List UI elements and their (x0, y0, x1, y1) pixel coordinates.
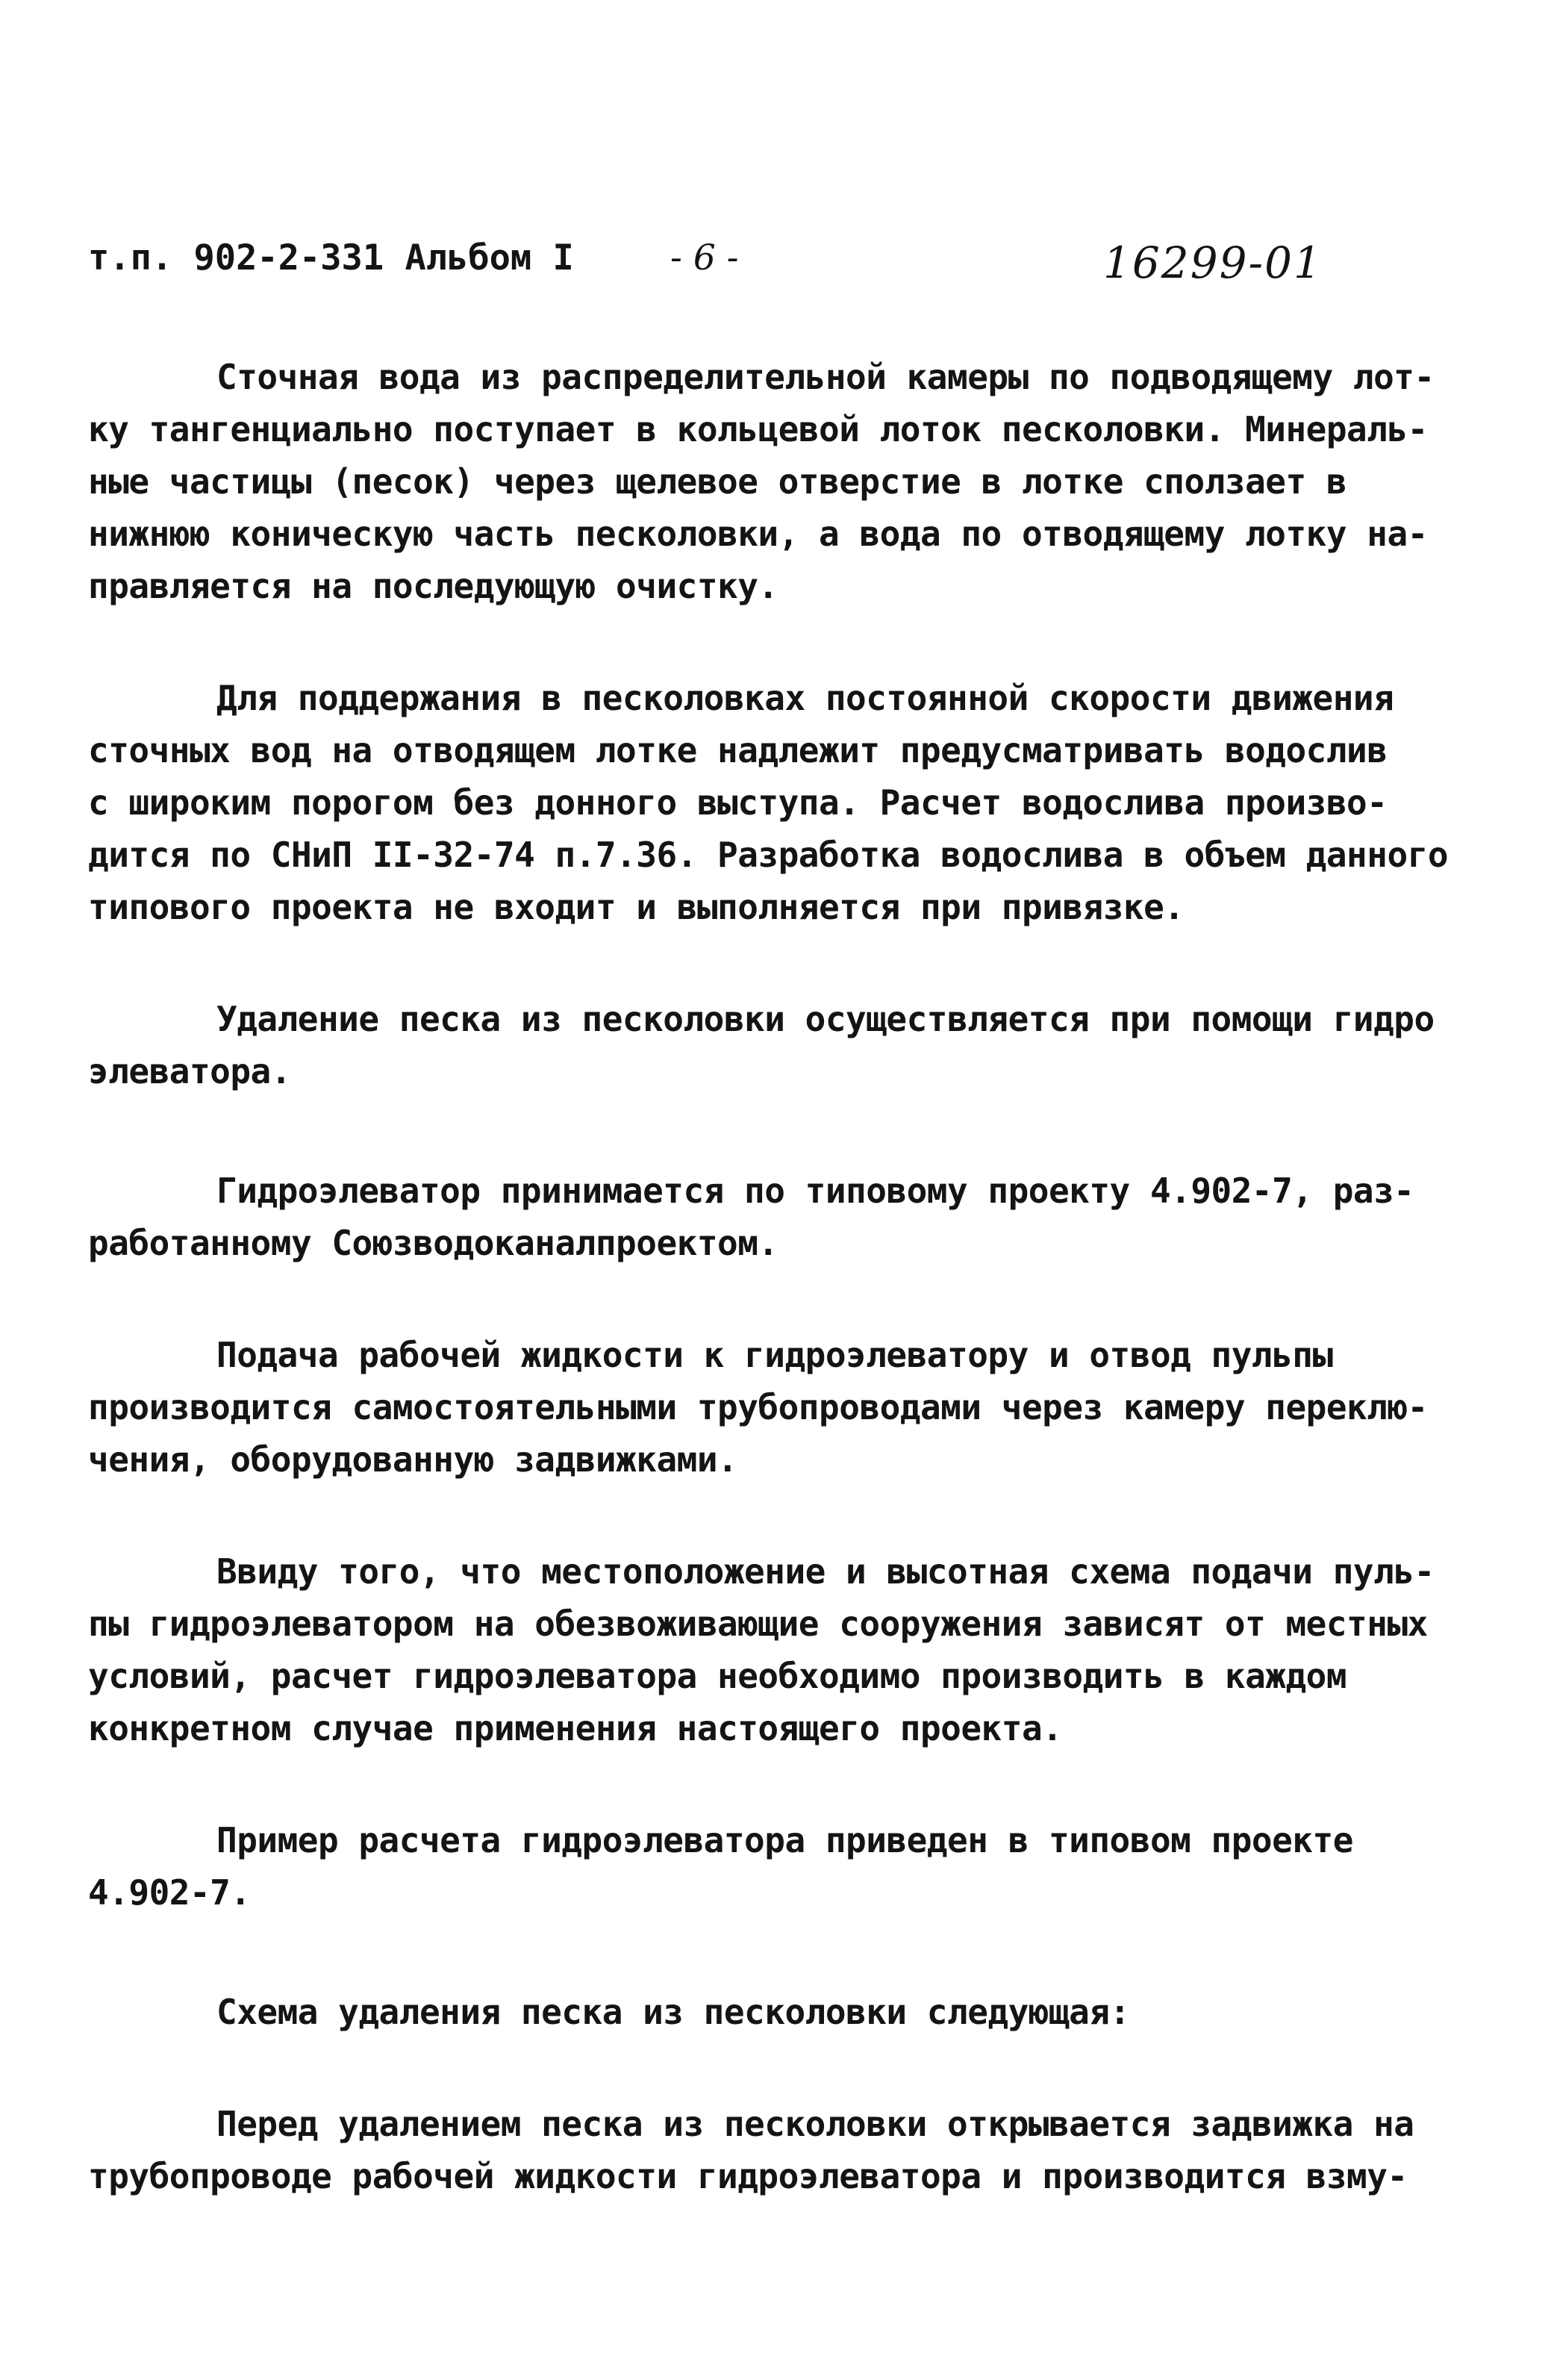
paragraph-weir (88, 672, 1490, 933)
paragraph-sand-removal (88, 993, 1490, 1097)
text-line: нижнюю коническую часть песколовки, а вода по отводящему лотку на- (88, 514, 1428, 554)
text-line: трубопроводе рабочей жидкости гидроэлеватора и производится взму- (88, 2156, 1408, 2196)
page-number: - 6 - (670, 237, 739, 278)
text-line: работанному Союзводоканалпроектом. (88, 1223, 778, 1263)
text-line: Гидроэлеватор принимается по типовому проекту 4.902-7, раз- (216, 1171, 1414, 1211)
text-line: условий, расчет гидроэлеватора необходимо производить в каждом (88, 1656, 1347, 1696)
text-line: 4.902-7. (88, 1872, 251, 1913)
text-line: Сточная вода из распределительной камеры по подводящему лот- (216, 357, 1435, 397)
paragraph-removal-scheme-heading (88, 1986, 1490, 2038)
paragraph-hydroelevator-project (88, 1165, 1490, 1269)
text-line: конкретном случае применения настоящего проекта. (88, 1708, 1063, 1748)
text-line: ные частицы (песок) через щелевое отверстие в лотке сползает в (88, 461, 1347, 502)
text-line: дится по СНиП II-32-74 п.7.36. Разработка водослива в объем данного (88, 835, 1449, 875)
text-line: правляется на последующую очистку. (88, 566, 778, 606)
text-line: ку тангенциально поступает в кольцевой лоток песколовки. Минераль- (88, 409, 1428, 449)
text-line: сточных вод на отводящем лотке надлежит предусматривать водослив (88, 730, 1388, 770)
text-line: Для поддержания в песколовках постоянной скорости движения (216, 678, 1394, 718)
text-line: Перед удалением песка из песколовки открывается задвижка на (216, 2104, 1414, 2144)
inventory-number: 16299-01 (1103, 237, 1323, 288)
page-header (88, 237, 1476, 297)
paragraph-sand-trap-flow (88, 351, 1490, 612)
text-line: Пример расчета гидроэлеватора приведен в типовом проекте (216, 1820, 1353, 1860)
text-line: пы гидроэлеватором на обезвоживающие сооружения зависят от местных (88, 1604, 1428, 1644)
text-line: Удаление песка из песколовки осуществляется при помощи гидро (216, 999, 1435, 1039)
paragraph-removal-procedure (88, 2098, 1490, 2202)
text-line: элеватора. (88, 1051, 291, 1091)
document-body (88, 351, 1490, 2262)
paragraph-calculation-example (88, 1814, 1490, 1919)
paragraph-fluid-supply (88, 1329, 1490, 1486)
document-reference: т.п. 902-2-331 Альбом I (88, 237, 574, 278)
paragraph-local-conditions (88, 1545, 1490, 1754)
text-line: Подача рабочей жидкости к гидроэлеватору и отвод пульпы (216, 1335, 1333, 1375)
text-line: с широким порогом без донного выступа. Расчет водослива произво- (88, 782, 1388, 823)
text-line: Ввиду того, что местоположение и высотная схема подачи пуль- (216, 1551, 1435, 1592)
text-line: чения, оборудованную задвижками. (88, 1439, 738, 1480)
text-line: Схема удаления песка из песколовки следующая: (216, 1992, 1130, 2032)
text-line: производится самостоятельными трубопроводами через камеру переклю- (88, 1387, 1428, 1427)
text-line: типового проекта не входит и выполняется при привязке. (88, 887, 1185, 927)
